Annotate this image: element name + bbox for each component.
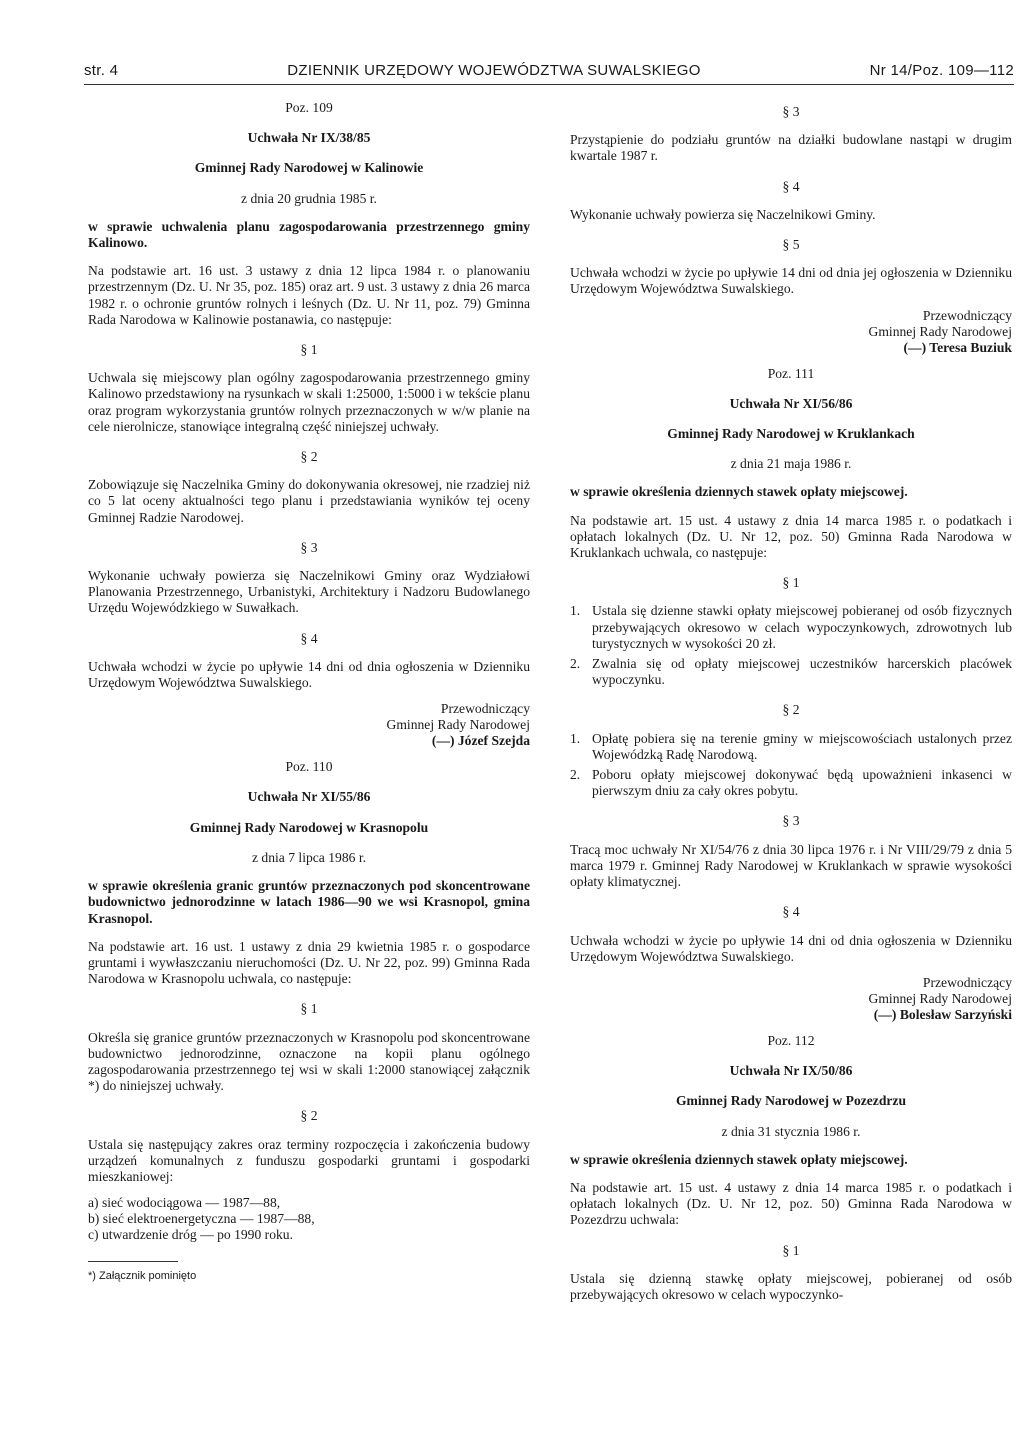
list-item: 2. Zwalnia się od opłaty miejscowej uczestników harcerskich placówek wypoczynku. bbox=[570, 656, 1012, 688]
section-mark: § 3 bbox=[782, 104, 800, 119]
resolution-preamble: Na podstawie art. 16 ust. 3 ustawy z dnia 12 lipca 1984 r. o planowaniu przestrzennym (Dz. U. Nr 35, poz. 185) oraz art. 9 ust. 3 ustawy z dnia 26 marca 1982 r. o ochronie gruntów rolnych i leśnych (Dz. U. Nr 11, poz. 79) Gminna Rada Narodowa w Kalinowie postanawia, co następuje: bbox=[88, 263, 530, 327]
resolution-title: Uchwała Nr IX/38/85 bbox=[247, 130, 371, 146]
footnote: *) Załącznik pominięto bbox=[88, 1270, 197, 1283]
resolution-subject: w sprawie określenia granic gruntów przeznaczonych pod skoncentrowane budownictwo jednorodzinne w latach 1986—90 we wsi Krasnopol, gmina Krasnopol. bbox=[88, 878, 530, 926]
section-text: Przystąpienie do podziału gruntów na działki budowlane nastąpi w drugim kwartale 1987 r. bbox=[570, 132, 1012, 164]
list-item: c) utwardzenie dróg — po 1990 roku. bbox=[88, 1227, 293, 1243]
section-mark: § 4 bbox=[300, 630, 318, 646]
section-mark: § 2 bbox=[782, 702, 800, 718]
section-text: Ustala się następujący zakres oraz terminy rozpoczęcia i zakończenia budowy urządzeń komunalnych z funduszu gospodarki gruntami i gospodarki mieszkaniowej: bbox=[88, 1136, 530, 1184]
section-mark: § 1 bbox=[782, 575, 800, 591]
signature-name: (—) Bolesław Sarzyński bbox=[873, 1006, 1012, 1022]
page-number: str. 4 bbox=[84, 62, 119, 79]
signature-body: Gminnej Rady Narodowej bbox=[386, 717, 530, 733]
resolution-111 bbox=[570, 366, 1012, 1023]
poz-number: Poz. 112 bbox=[767, 1032, 815, 1048]
resolution-subject: w sprawie uchwalenia planu zagospodarowania przestrzennego gminy Kalinowo. bbox=[88, 218, 530, 251]
section-mark: § 2 bbox=[300, 449, 318, 465]
section-text: Uchwała wchodzi w życie po upływie 14 dni od dnia jej ogłoszenia w Dzienniku Urzędowym Województwa Suwalskiego. bbox=[570, 265, 1012, 297]
poz-number: Poz. 110 bbox=[285, 759, 333, 775]
section-mark: § 4 bbox=[782, 178, 800, 194]
signature-body: Gminnej Rady Narodowej bbox=[868, 323, 1012, 339]
section-text: Wykonanie uchwały powierza się Naczelnikowi Gminy. bbox=[570, 206, 876, 222]
section-text: Uchwała wchodzi w życie po upływie 14 dni od dnia ogłoszenia w Dzienniku Urzędowym Województwa Suwalskiego. bbox=[570, 932, 1012, 964]
numbered-list bbox=[570, 603, 1012, 688]
signature-name: (—) Teresa Buziuk bbox=[903, 339, 1012, 355]
signature-role: Przewodniczący bbox=[922, 974, 1012, 990]
resolution-title: Uchwała Nr XI/55/86 bbox=[247, 789, 371, 805]
poz-number: Poz. 109 bbox=[285, 100, 333, 115]
section-text: Określa się granice gruntów przeznaczonych w Krasnopolu pod skoncentrowane budownictwo jednorodzinne, oznaczone na kopii planu ogólnego zagospodarowania przestrzennego tej wsi w skali 1:2000 stanowiącej załącznik *) do niniejszej uchwały. bbox=[88, 1029, 530, 1094]
section-mark: § 4 bbox=[782, 904, 800, 920]
section-mark: § 1 bbox=[782, 1242, 800, 1258]
section-text: Zobowiązuje się Naczelnika Gminy do dokonywania okresowej, nie rzadziej niż co 5 lat oceny aktualności tego planu i przedstawiania wyników tej oceny Gminnej Radzie Narodowej. bbox=[88, 477, 530, 525]
resolution-preamble: Na podstawie art. 15 ust. 4 ustawy z dnia 14 marca 1985 r. o podatkach i opłatach lokalnych (Dz. U. Nr 12, poz. 50) Gminna Rada Narodowa w Pozezdrzu uchwala: bbox=[570, 1179, 1012, 1228]
resolution-date: z dnia 31 stycznia 1986 r. bbox=[721, 1123, 861, 1139]
signature-block bbox=[570, 975, 1012, 1023]
resolution-title: Uchwała Nr XI/56/86 bbox=[729, 395, 853, 411]
resolution-112 bbox=[570, 1033, 1012, 1303]
header-rule bbox=[84, 84, 1014, 85]
list-item: b) sieć elektroenergetyczna — 1987—88, bbox=[88, 1211, 315, 1227]
works-list bbox=[88, 1195, 530, 1243]
resolution-110 bbox=[88, 759, 530, 1284]
resolution-date: z dnia 21 maja 1986 r. bbox=[730, 456, 852, 472]
signature-role: Przewodniczący bbox=[922, 307, 1012, 323]
poz-number: Poz. 111 bbox=[767, 365, 815, 381]
section-text: Uchwala się miejscowy plan ogólny zagospodarowania przestrzennego gminy Kalinowo przedstawiony na rysunkach w skali 1:25000, 1:5000 i w tekście planu oraz program wykorzystania gruntów rolnych przeznaczonych w w/w planie na cele nierolnicze, stanowiące integralną część niniejszej uchwały. bbox=[88, 370, 530, 434]
journal-title: DZIENNIK URZĘDOWY WOJEWÓDZTWA SUWALSKIEGO bbox=[287, 62, 701, 79]
list-item: 2. Poboru opłaty miejscowej dokonywać będą upoważnieni inkasenci w pierwszym dniu za cały okres pobytu. bbox=[570, 767, 1012, 799]
resolution-organ: Gminnej Rady Narodowej w Pozezdrzu bbox=[675, 1093, 907, 1109]
signature-block bbox=[570, 308, 1012, 356]
resolution-110-continued bbox=[570, 104, 1012, 356]
section-mark: § 5 bbox=[782, 237, 800, 253]
resolution-title: Uchwała Nr IX/50/86 bbox=[729, 1063, 853, 1079]
right-column bbox=[570, 100, 1012, 1313]
signature-body: Gminnej Rady Narodowej bbox=[868, 990, 1012, 1006]
resolution-subject: w sprawie określenia dziennych stawek opłaty miejscowej. bbox=[570, 484, 908, 500]
section-text: Ustala się dzienną stawkę opłaty miejscowej, pobieranej od osób przebywających okresowo w celach wypoczynko- bbox=[570, 1270, 1012, 1302]
resolution-organ: Gminnej Rady Narodowej w Kruklankach bbox=[667, 426, 915, 442]
list-item: 1. Ustala się dzienne stawki opłaty miejscowej pobieranej od osób fizycznych przebywających okresowo w celach wypoczynkowych, zdrowotnych lub turystycznych w wysokości 20 zł. bbox=[570, 603, 1012, 651]
resolution-preamble: Na podstawie art. 15 ust. 4 ustawy z dnia 14 marca 1985 r. o podatkach i opłatach lokalnych (Dz. U. Nr 12, poz. 50) Gminna Rada Narodowa w Kruklankach uchwala, co następuje: bbox=[570, 512, 1012, 561]
signature-name: (—) Józef Szejda bbox=[431, 733, 530, 749]
list-item: 1. Opłatę pobiera się na terenie gminy w miejscowościach ustalonych przez Wojewódzką Radę Narodową. bbox=[570, 730, 1012, 762]
section-text: Tracą moc uchwały Nr XI/54/76 z dnia 30 lipca 1976 r. i Nr VIII/29/79 z dnia 5 marca 1979 r. Gminnej Rady Narodowej w Kruklankach w sprawie wysokości opłaty klimatycznej. bbox=[570, 841, 1012, 890]
list-item: a) sieć wodociągowa — 1987—88, bbox=[88, 1195, 281, 1211]
section-mark: § 2 bbox=[300, 1108, 318, 1124]
section-mark: § 1 bbox=[300, 1001, 318, 1017]
signature-role: Przewodniczący bbox=[440, 701, 530, 717]
page-header bbox=[84, 62, 1014, 79]
section-mark: § 1 bbox=[300, 342, 318, 358]
section-text: Wykonanie uchwały powierza się Naczelnikowi Gminy oraz Wydziałowi Planowania Przestrzennego, Urbanistyki, Architektury i Nadzoru Budowlanego Urzędu Wojewódzkiego w Suwałkach. bbox=[88, 568, 530, 616]
resolution-date: z dnia 20 grudnia 1985 r. bbox=[241, 190, 377, 206]
footnote-rule bbox=[88, 1261, 178, 1262]
section-mark: § 3 bbox=[782, 813, 800, 829]
numbered-list bbox=[570, 731, 1012, 800]
resolution-date: z dnia 7 lipca 1986 r. bbox=[251, 849, 366, 865]
signature-block bbox=[88, 701, 530, 749]
resolution-organ: Gminnej Rady Narodowej w Krasnopolu bbox=[189, 819, 429, 835]
resolution-subject: w sprawie określenia dziennych stawek opłaty miejscowej. bbox=[570, 1151, 908, 1167]
resolution-preamble: Na podstawie art. 16 ust. 1 ustawy z dnia 29 kwietnia 1985 r. o gospodarce gruntami i wywłaszczaniu nieruchomości (Dz. U. Nr 22, poz. 99) Gminna Rada Narodowa w Krasnopolu uchwala, co następuje: bbox=[88, 938, 530, 987]
resolution-organ: Gminnej Rady Narodowej w Kalinowie bbox=[194, 160, 424, 176]
section-mark: § 3 bbox=[300, 539, 318, 555]
left-column bbox=[88, 100, 530, 1284]
issue-number: Nr 14/Poz. 109—112 bbox=[869, 62, 1014, 79]
section-text: Uchwała wchodzi w życie po upływie 14 dni od dnia ogłoszenia w Dzienniku Urzędowym Województwa Suwalskiego. bbox=[88, 658, 530, 691]
resolution-109 bbox=[88, 100, 530, 749]
